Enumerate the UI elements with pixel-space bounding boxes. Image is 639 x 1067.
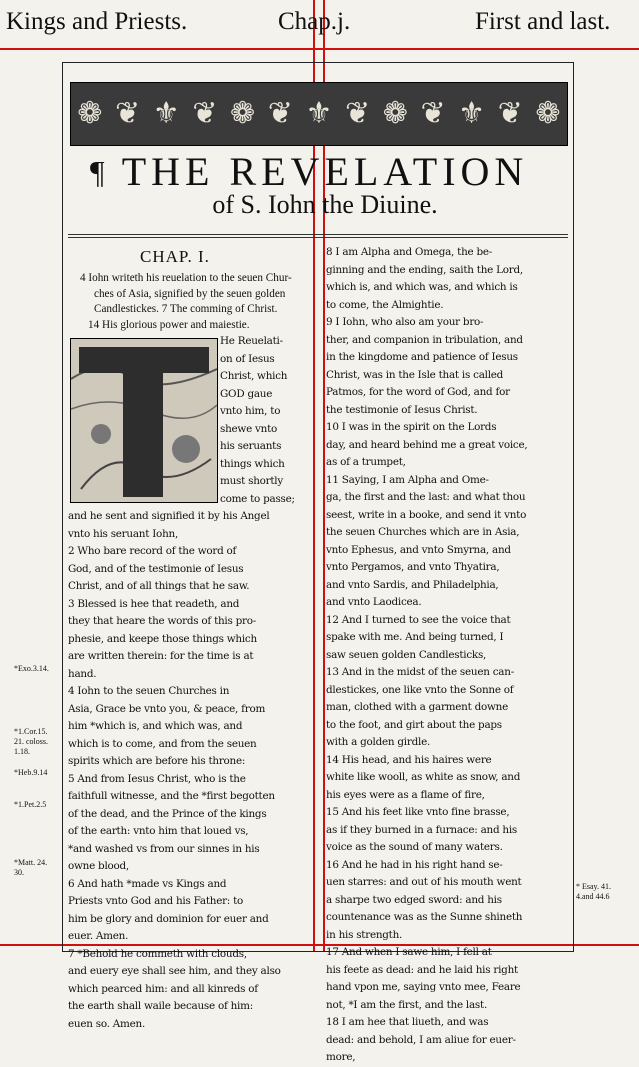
margin-note-line: 4.and 44.6 <box>576 892 610 901</box>
text-line: vnto his seruant Iohn, <box>68 527 178 540</box>
text-line: white like wooll, as white as snow, and <box>326 771 521 783</box>
text-line: 15 And his feet like vnto fine brasse, <box>326 806 510 818</box>
ornament-glyph: ⚜ <box>305 96 333 131</box>
text-line: not, *I am the first, and the last. <box>326 998 487 1011</box>
text-line: Asia, Grace be vnto you, & peace, from <box>68 702 266 715</box>
text-line: come to passe; <box>220 492 295 505</box>
text-line: of the earth: vnto him that loued vs, <box>68 825 249 837</box>
text-line: are written therein: for the time is at <box>68 650 254 662</box>
text-line: euer. Amen. <box>68 930 129 942</box>
text-line: spirits which are before his throne: <box>68 755 246 767</box>
text-line: ginning and the ending, saith the Lord, <box>326 263 523 276</box>
margin-note-esay <box>576 882 611 902</box>
text-line: 4 Iohn to the seuen Churches in <box>68 685 230 697</box>
ornament-glyph: ❦ <box>192 96 218 131</box>
text-line: as of a trumpet, <box>326 456 406 468</box>
ornament-glyph: ❦ <box>344 96 371 131</box>
text-line: 11 Saying, I am Alpha and Ome- <box>326 473 489 486</box>
ornament-glyph: ⚜ <box>152 96 180 131</box>
text-line: faithfull witnesse, and the *first begotten <box>68 790 275 802</box>
text-line: God, and of the testimonie of Iesus <box>68 562 244 575</box>
text-line: Christ, was in the Isle that is called <box>326 368 504 381</box>
text-line: vnto Ephesus, and vnto Smyrna, and <box>326 543 511 556</box>
margin-note-line: *Heb.9.14 <box>14 768 48 777</box>
text-line: more, <box>326 1051 356 1063</box>
text-line: GOD gaue <box>220 387 273 400</box>
summary-line: Candlestickes. 7 The comming of Christ. <box>94 303 278 315</box>
text-line: Christ, and of all things that he saw. <box>68 580 250 592</box>
text-line: on of Iesus <box>220 352 275 365</box>
title-rule <box>68 234 568 235</box>
text-line: 8 I am Alpha and Omega, the be- <box>326 246 493 258</box>
text-line: which is, and which was, and which is <box>326 281 518 293</box>
summary-line: ches of Asia, signified by the seuen golden <box>94 287 286 300</box>
title-rule-2 <box>68 237 568 238</box>
ornament-band <box>70 82 568 146</box>
ornament-glyph: ❦ <box>420 96 446 131</box>
text-line: 10 I was in the spirit on the Lords <box>326 421 497 433</box>
text-line: countenance was as the Sunne shineth <box>326 911 523 923</box>
margin-note-line: *Exo.3.14. <box>14 664 49 673</box>
ornament-glyph: ⚜ <box>458 96 486 131</box>
summary-line: 14 His glorious power and maiestie. <box>88 318 250 331</box>
text-line: with a golden girdle. <box>326 736 431 748</box>
text-line: his eyes were as a flame of fire, <box>326 788 485 801</box>
chapter-summary <box>80 271 316 333</box>
text-line: saw seuen golden Candlesticks, <box>326 648 487 661</box>
text-line: 3 Blessed is hee that readeth, and <box>68 597 240 610</box>
margin-note-matthew <box>14 858 47 878</box>
text-line: the earth shall waile because of him: <box>68 1000 253 1012</box>
text-line: 14 His head, and his haires were <box>326 753 492 766</box>
text-line: 6 And hath *made vs Kings and <box>68 877 227 890</box>
text-line: Patmos, for the word of God, and for <box>326 386 510 398</box>
margin-note-corinthians <box>14 727 48 757</box>
text-line: 17 And when I sawe him, I fell at <box>326 946 492 958</box>
running-header-left: Kings and Priests. <box>6 8 188 35</box>
left-column-narrow <box>220 333 313 508</box>
text-line: *and washed vs from our sinnes in his <box>68 842 260 855</box>
text-line: hand vpon me, saying vnto mee, Feare <box>326 981 521 993</box>
text-line: man, clothed with a garment downe <box>326 701 508 713</box>
text-line: in the kingdome and patience of Iesus <box>326 351 518 363</box>
text-line: as if they burned in a furnace: and his <box>326 823 518 836</box>
margin-note-peter <box>14 800 46 810</box>
text-line: the testimonie of Iesus Christ. <box>326 403 478 416</box>
text-line: He Reuelati- <box>220 335 283 347</box>
text-line: 18 I am hee that liueth, and was <box>326 1016 489 1028</box>
text-line: his feete as dead: and he laid his right <box>326 963 518 976</box>
text-line: dead: and behold, I am aliue for euer- <box>326 1033 516 1046</box>
text-line: seest, write in a booke, and send it vnto <box>326 508 527 521</box>
text-line: a sharpe two edged sword: and his <box>326 893 502 906</box>
text-line: which pearced him: and all kinreds of <box>68 982 258 995</box>
text-line: phesie, and keepe those things which <box>68 632 257 645</box>
text-line: of the dead, and the Prince of the kings <box>68 807 267 820</box>
text-line: to come, the Almightie. <box>326 298 444 311</box>
running-header-right: First and last. <box>475 8 611 35</box>
text-line: 5 And from Iesus Christ, who is the <box>68 772 246 785</box>
text-line: shewe vnto <box>220 422 278 435</box>
text-line: ga, the first and the last: and what thou <box>326 491 526 503</box>
ornament-glyph: ❁ <box>77 96 103 131</box>
text-line: and euery eye shall see him, and they also <box>68 965 281 977</box>
text-line: uen starres: and out of his mouth went <box>326 876 522 888</box>
chapter-heading: CHAP. I. <box>140 247 210 266</box>
text-line: 9 I Iohn, who also am your bro- <box>326 316 484 328</box>
text-line: dlestickes, one like vnto the Sonne of <box>326 683 514 696</box>
margin-note-line: * Esay. 41. <box>576 882 612 891</box>
margin-note-line: *1.Cor.15. <box>14 727 48 736</box>
summary-line: 4 Iohn writeth his reuelation to the seuen Chur- <box>80 272 292 284</box>
margin-note-hebrews <box>14 768 47 778</box>
ornament-glyph: ❦ <box>267 96 293 131</box>
text-line: and vnto Sardis, and Philadelphia, <box>326 578 499 591</box>
text-line: 12 And I turned to see the voice that <box>326 613 511 626</box>
ornament-glyph: ❁ <box>382 96 408 131</box>
text-line: 13 And in the midst of the seuen can- <box>326 666 514 678</box>
text-line: ther, and companion in tribulation, and <box>326 333 523 346</box>
text-line: vnto Pergamos, and vnto Thyatira, <box>326 561 500 573</box>
text-line: his seruants <box>220 440 282 452</box>
text-line: euen so. Amen. <box>68 1017 145 1030</box>
text-line: day, and heard behind me a great voice, <box>326 438 528 451</box>
text-line: voice as the sound of many waters. <box>326 841 503 853</box>
book-subtitle: of S. Iohn the Diuine. <box>212 190 438 219</box>
text-line: vnto him, to <box>220 405 281 417</box>
text-line: which is to come, and from the seuen <box>68 737 257 750</box>
text-line: they that heare the words of this pro- <box>68 615 257 627</box>
text-line: 16 And he had in his right hand se- <box>326 858 503 871</box>
text-line: Priests vnto God and his Father: to <box>68 895 244 907</box>
margin-note-line: 1.18. <box>14 747 30 756</box>
running-header-center: Chap.j. <box>278 8 351 35</box>
text-line: him be glory and dominion for euer and <box>68 912 269 925</box>
pilcrow-mark: ¶ <box>90 154 110 190</box>
margin-note-line: 30. <box>14 868 24 877</box>
decorated-initial-t <box>70 338 218 503</box>
margin-note-line: 21. coloss. <box>14 737 48 746</box>
text-line: 2 Who bare record of the word of <box>68 545 237 557</box>
book-title <box>90 148 560 195</box>
text-line: must shortly <box>220 475 283 487</box>
text-line: him *which is, and which was, and <box>68 720 243 732</box>
margin-note-line: *1.Pet.2.5 <box>14 800 47 809</box>
initial-illustration <box>71 339 217 502</box>
book-title-text: THE REVELATION <box>121 149 529 194</box>
text-line: in his strength. <box>326 928 403 941</box>
ornament-glyph: ❁ <box>535 96 561 131</box>
text-line: owne blood, <box>68 860 129 872</box>
left-column <box>68 508 313 1033</box>
text-line: the seuen Churches which are in Asia, <box>326 526 520 538</box>
text-line: and he sent and signified it by his Angel <box>68 510 270 522</box>
margin-note-line: *Matt. 24. <box>14 858 48 867</box>
margin-note-exodus <box>14 664 49 674</box>
right-column <box>326 244 572 1067</box>
text-line: hand. <box>68 667 97 680</box>
text-line: to the foot, and girt about the paps <box>326 718 502 731</box>
text-line: Christ, which <box>220 370 288 382</box>
ornament-glyph: ❁ <box>230 96 256 131</box>
text-line: things which <box>220 457 285 470</box>
ornament-glyph: ❦ <box>497 96 523 131</box>
text-line: and vnto Laodicea. <box>326 596 422 608</box>
text-line: 7 *Behold he commeth with clouds, <box>68 947 247 960</box>
red-guide-horizontal-top <box>0 48 639 50</box>
text-line: spake with me. And being turned, I <box>326 631 504 643</box>
ornament-glyph: ❦ <box>115 96 141 131</box>
